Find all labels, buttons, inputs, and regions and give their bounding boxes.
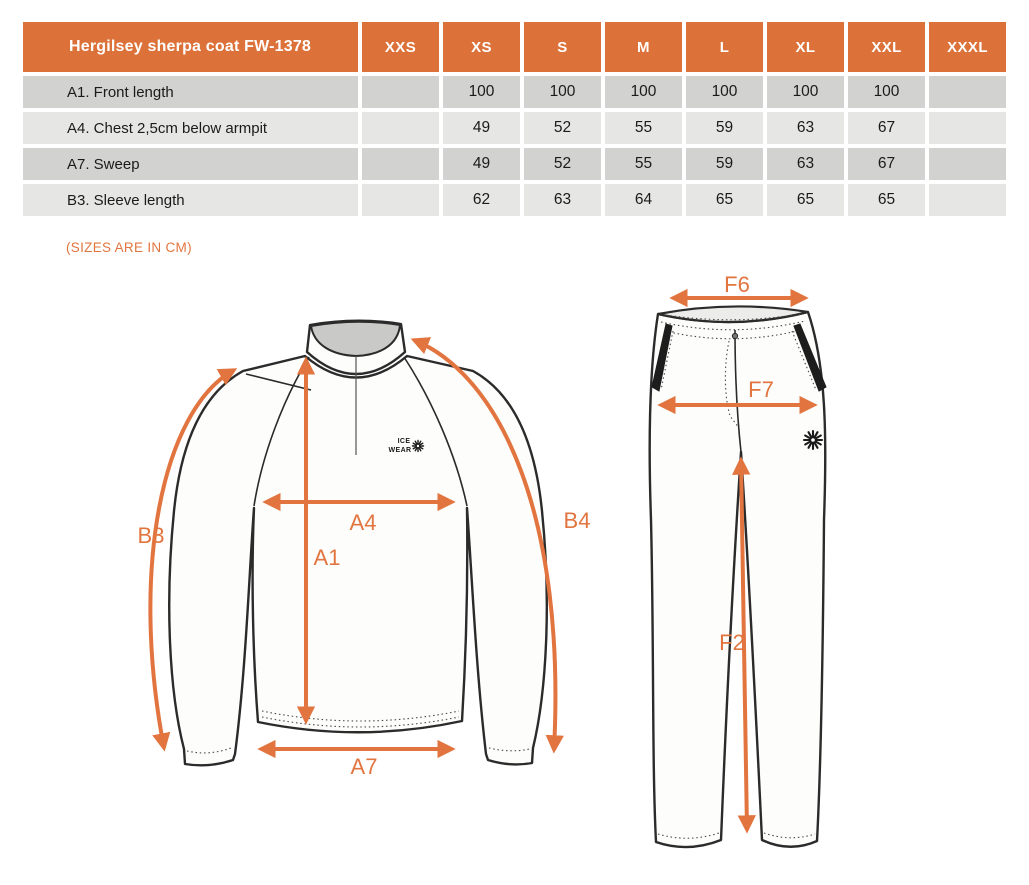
jacket-body-outline xyxy=(169,356,547,765)
table-title: Hergilsey sherpa coat FW-1378 xyxy=(23,22,358,72)
size-cell: 63 xyxy=(767,148,844,180)
sizes-unit-note: (SIZES ARE IN CM) xyxy=(66,240,192,255)
label-f7: F7 xyxy=(748,377,774,402)
size-cell: 63 xyxy=(524,184,601,216)
size-cell: 65 xyxy=(848,184,925,216)
jacket-drawing xyxy=(138,321,591,779)
column-header-xxl: XXL xyxy=(848,22,925,72)
label-b3: B3 xyxy=(137,523,165,548)
column-header-xxs: XXS xyxy=(362,22,439,72)
size-cell: 100 xyxy=(524,76,601,108)
label-f6: F6 xyxy=(724,272,750,297)
size-cell: 59 xyxy=(686,148,763,180)
size-cell: 63 xyxy=(767,112,844,144)
row-label-sleeve-length: B3. Sleeve length xyxy=(23,184,358,216)
size-cell: 49 xyxy=(443,148,520,180)
row-label-chest: A4. Chest 2,5cm below armpit xyxy=(23,112,358,144)
column-header-l: L xyxy=(686,22,763,72)
size-cell: 52 xyxy=(524,148,601,180)
size-cell: 55 xyxy=(605,112,682,144)
size-cell: 55 xyxy=(605,148,682,180)
label-b4: B4 xyxy=(563,508,591,533)
row-label-sweep: A7. Sweep xyxy=(23,148,358,180)
size-cell: 67 xyxy=(848,148,925,180)
size-cell: 100 xyxy=(686,76,763,108)
label-a1: A1 xyxy=(313,545,341,570)
column-header-xxxl: XXXL xyxy=(929,22,1006,72)
size-cell: 100 xyxy=(767,76,844,108)
column-header-m: M xyxy=(605,22,682,72)
pants-button xyxy=(732,333,737,338)
size-cell: 100 xyxy=(848,76,925,108)
size-cell: 62 xyxy=(443,184,520,216)
label-f2: F2 xyxy=(719,630,745,655)
size-cell: 59 xyxy=(686,112,763,144)
size-cell: 65 xyxy=(767,184,844,216)
size-cell: 52 xyxy=(524,112,601,144)
pants-outline xyxy=(650,312,826,847)
label-a7: A7 xyxy=(350,754,378,779)
size-cell: 100 xyxy=(605,76,682,108)
size-cell: 49 xyxy=(443,112,520,144)
pants-drawing xyxy=(650,272,826,847)
icewear-logo-line1: ICE xyxy=(397,438,411,445)
size-cell: 65 xyxy=(686,184,763,216)
size-cell: 100 xyxy=(443,76,520,108)
icewear-logo-line2: WEAR xyxy=(388,447,412,454)
size-cell: 67 xyxy=(848,112,925,144)
label-a4: A4 xyxy=(349,510,377,535)
column-header-s: S xyxy=(524,22,601,72)
column-header-xl: XL xyxy=(767,22,844,72)
row-label-front-length: A1. Front length xyxy=(23,76,358,108)
column-header-xs: XS xyxy=(443,22,520,72)
size-cell: 64 xyxy=(605,184,682,216)
